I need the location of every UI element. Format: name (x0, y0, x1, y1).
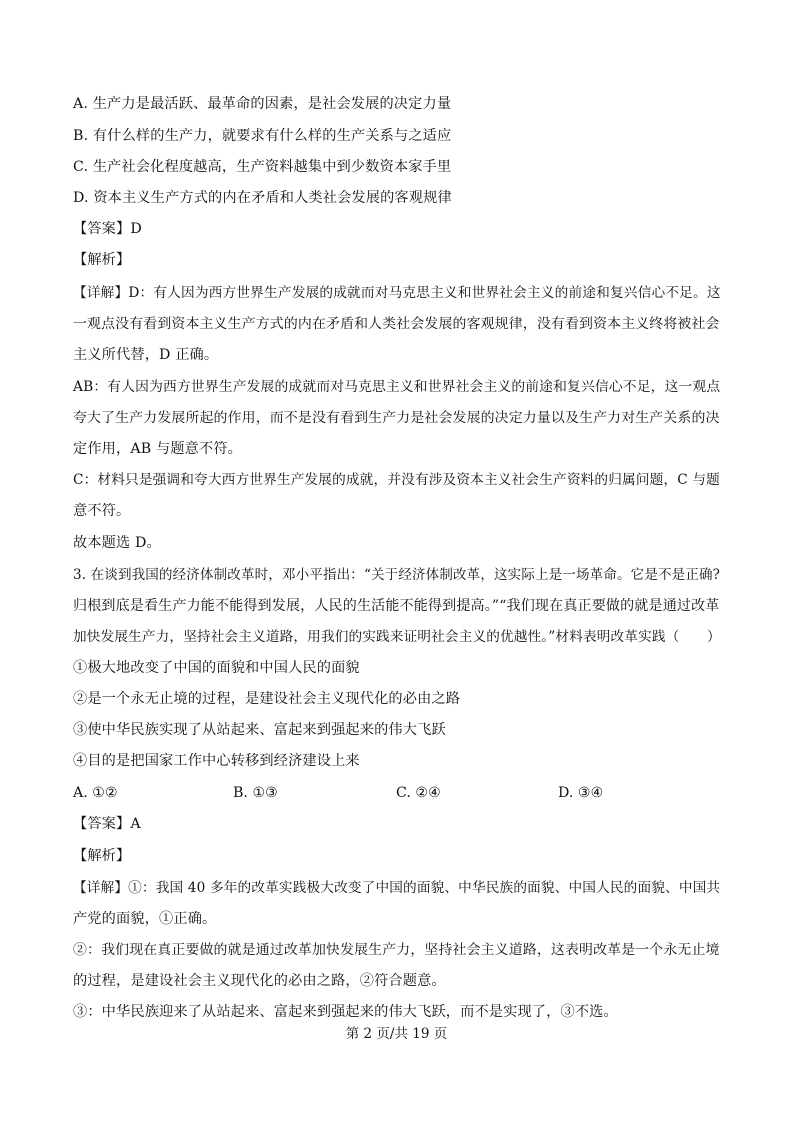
q2-conclusion: 故本题选 D。 (73, 535, 161, 551)
q2-detail-line: 一观点没有看到资本主义生产方式的内在矛盾和人类社会发展的客观规律，没有看到资本主义终将被社会 (73, 316, 720, 332)
q3-option-b: B. ①③ (233, 785, 278, 801)
q3-stem-line: 3. 在谈到我国的经济体制改革时，邓小平指出：“关于经济体制改革，这实际上是一场革命。它是不是正确? (73, 567, 721, 583)
q3-detail-line: ③：中华民族迎来了从站起来、富起来到强起来的伟大飞跃，而不是实现了，③不选。 (73, 1004, 618, 1020)
q2-detail-line: 【详解】D：有人因为西方世界生产发展的成就而对马克思主义和世界社会主义的前途和复兴信心不足。这 (73, 285, 721, 301)
q3-option-a: A. ①② (73, 785, 118, 801)
q2-detail-line: 夸大了生产力发展所起的作用，而不是没有看到生产力是社会发展的决定力量以及生产力对生产关系的决 (73, 410, 720, 426)
q3-detail-line: 产党的面貌，①正确。 (73, 911, 217, 927)
q2-option-c: C. 生产社会化程度越高，生产资料越集中到少数资本家手里 (73, 159, 452, 175)
q2-detail-line: 定作用，AB 与题意不符。 (73, 441, 243, 457)
q2-detail-line: 主义所代替，D 正确。 (73, 347, 219, 363)
q3-detail-line: ②：我们现在真正要做的就是通过改革加快发展生产力，坚持社会主义道路，这表明改革是一个永无止境 (73, 942, 720, 958)
q2-option-b: B. 有什么样的生产力，就要求有什么样的生产关系与之适应 (73, 128, 452, 144)
q2-analysis-label: 【解析】 (73, 252, 131, 268)
q2-answer: 【答案】D (73, 221, 142, 237)
q3-stem-line: 归根到底是看生产力能不能得到发展，人民的生活能不能得到提高。”“我们现在真正要做的就是通过改革 (73, 598, 720, 614)
q3-stem-line: 加快发展生产力，坚持社会主义道路，用我们的实践来证明社会主义的优越性。”材料表明改革实践（ ） (73, 629, 721, 645)
q2-detail-line: C：材料只是强调和夸大西方世界生产发展的成就，并没有涉及资本主义社会生产资料的归属问题，C 与题 (73, 472, 720, 488)
q2-detail-line: AB：有人因为西方世界生产发展的成就而对马克思主义和世界社会主义的前途和复兴信心不足，这一观点 (73, 379, 721, 395)
q3-statement: ②是一个永无止境的过程，是建设社会主义现代化的必由之路 (73, 691, 461, 707)
page-footer: 第 2 页/共 19 页 (345, 1026, 448, 1042)
q3-detail-line: 的过程，是建设社会主义现代化的必由之路，②符合题意。 (73, 973, 446, 989)
q2-option-a: A. 生产力是最活跃、最革命的因素，是社会发展的决定力量 (73, 96, 452, 112)
q3-detail-line: 【详解】①：我国 40 多年的改革实践极大改变了中国的面貌、中华民族的面貌、中国人民的面貌、中国共 (73, 880, 721, 896)
q3-option-d: D. ③④ (558, 785, 604, 801)
q3-option-c: C. ②④ (396, 785, 441, 801)
q3-statement: ④目的是把国家工作中心转移到经济建设上来 (73, 753, 360, 769)
q3-answer: 【答案】A (73, 816, 141, 832)
q3-analysis-label: 【解析】 (73, 848, 131, 864)
q2-option-d: D. 资本主义生产方式的内在矛盾和人类社会发展的客观规律 (73, 190, 452, 206)
q3-statement: ①极大地改变了中国的面貌和中国人民的面貌 (73, 660, 360, 676)
q2-detail-line: 意不符。 (73, 503, 131, 519)
q3-statement: ③使中华民族实现了从站起来、富起来到强起来的伟大飞跃 (73, 722, 446, 738)
